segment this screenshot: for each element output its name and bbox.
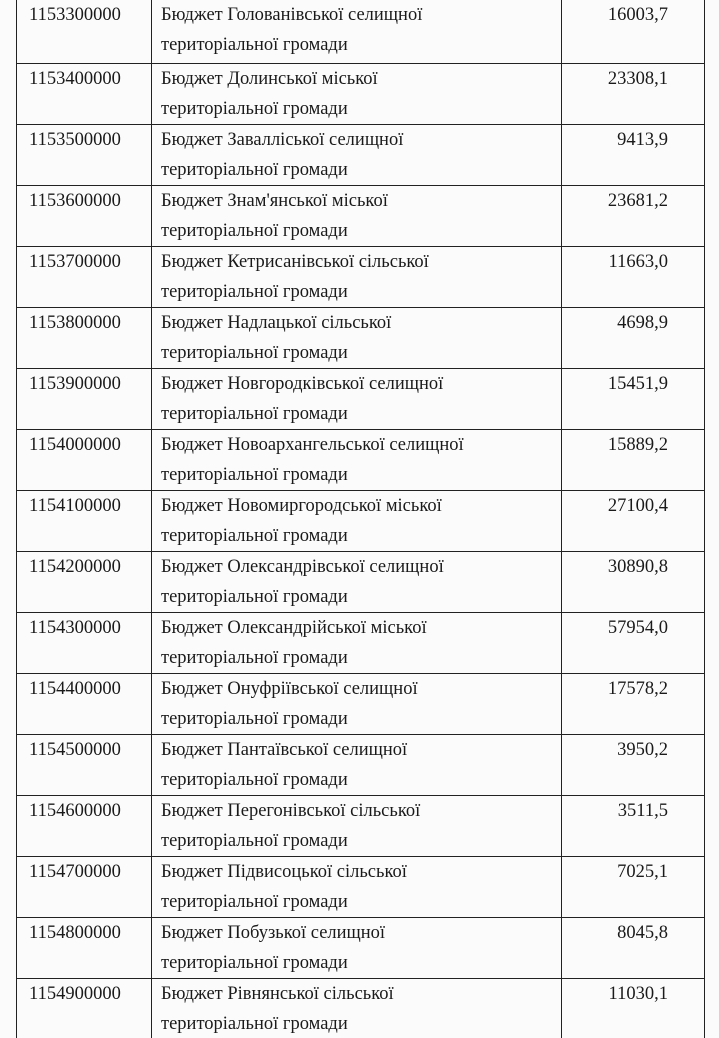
budget-name-line: територіальної громади [161, 281, 348, 302]
budget-amount-cell: 57954,0 [562, 612, 705, 673]
budget-name-line: Бюджет Знам'янської міської [161, 190, 388, 211]
table-row [17, 124, 705, 185]
table-row [17, 63, 705, 124]
budget-name-line: територіальної громади [161, 769, 348, 790]
budget-name-cell [152, 246, 562, 307]
budget-name-line: Бюджет Олександрівської селищної [161, 556, 444, 577]
table-row [17, 429, 705, 490]
table-row [17, 551, 705, 612]
table-row [17, 490, 705, 551]
budget-name-cell [152, 551, 562, 612]
budget-name-cell [152, 795, 562, 856]
budget-code-cell: 1153500000 [17, 124, 152, 185]
budget-name-cell [152, 978, 562, 1038]
budget-code-cell: 1154500000 [17, 734, 152, 795]
budget-amount-cell: 8045,8 [562, 917, 705, 978]
budget-name-line: Бюджет Рівнянської сільської [161, 983, 394, 1004]
budget-name-line: Бюджет Новомиргородської міської [161, 495, 442, 516]
budget-name-line: територіальної громади [161, 220, 348, 241]
budget-code-cell: 1153400000 [17, 63, 152, 124]
budget-name-cell [152, 734, 562, 795]
budget-amount-cell: 17578,2 [562, 673, 705, 734]
budget-name-line: територіальної громади [161, 98, 348, 119]
budget-name-cell [152, 490, 562, 551]
budget-amount-cell: 23681,2 [562, 185, 705, 246]
budget-amount-cell: 15889,2 [562, 429, 705, 490]
budget-code-cell: 1154000000 [17, 429, 152, 490]
budget-name-line: Бюджет Завалліської селищної [161, 129, 404, 150]
budget-name-cell [152, 0, 562, 63]
budget-name-line: Бюджет Голованівської селищної [161, 5, 423, 25]
table-row [17, 673, 705, 734]
budget-amount-cell: 7025,1 [562, 856, 705, 917]
budget-code-cell: 1154200000 [17, 551, 152, 612]
budget-name-cell [152, 917, 562, 978]
table-row [17, 795, 705, 856]
budget-code-cell: 1154700000 [17, 856, 152, 917]
budget-amount-cell: 11030,1 [562, 978, 705, 1038]
budget-name-cell [152, 612, 562, 673]
table-row [17, 246, 705, 307]
budget-code-cell: 1153900000 [17, 368, 152, 429]
budget-amount-cell: 9413,9 [562, 124, 705, 185]
budget-code-cell: 1154100000 [17, 490, 152, 551]
budget-code-cell: 1153300000 [17, 0, 152, 63]
budget-amount-cell: 15451,9 [562, 368, 705, 429]
budget-name-line: територіальної громади [161, 159, 348, 180]
budget-name-line: територіальної громади [161, 403, 348, 424]
budget-name-line: Бюджет Підвисоцької сільської [161, 861, 407, 882]
budget-name-line: територіальної громади [161, 830, 348, 851]
budget-code-cell: 1153700000 [17, 246, 152, 307]
budget-amount-cell: 23308,1 [562, 63, 705, 124]
budget-name-line: Бюджет Кетрисанівської сільської [161, 251, 429, 272]
budget-amount-cell: 30890,8 [562, 551, 705, 612]
table-row [17, 185, 705, 246]
budget-name-line: територіальної громади [161, 708, 348, 729]
budget-name-line: Бюджет Перегонівської сільської [161, 800, 421, 821]
budget-name-line: територіальної громади [161, 525, 348, 546]
budget-name-cell [152, 368, 562, 429]
budget-name-line: територіальної громади [161, 464, 348, 485]
budget-amount-cell: 3950,2 [562, 734, 705, 795]
budget-name-line: Бюджет Олександрійської міської [161, 617, 427, 638]
budget-table-body [17, 0, 705, 1038]
budget-code-cell: 1154800000 [17, 917, 152, 978]
budget-code-cell: 1153800000 [17, 307, 152, 368]
budget-name-line: Бюджет Новоархангельської селищної [161, 434, 464, 455]
budget-name-cell [152, 673, 562, 734]
table-row [17, 0, 705, 63]
budget-name-cell [152, 63, 562, 124]
budget-name-line: територіальної громади [161, 647, 348, 668]
table-row [17, 612, 705, 673]
budget-name-cell [152, 185, 562, 246]
budget-name-line: Бюджет Пантаївської селищної [161, 739, 408, 760]
budget-name-line: територіальної громади [161, 586, 348, 607]
budget-name-line: Бюджет Онуфріївської селищної [161, 678, 418, 699]
budget-code-cell: 1153600000 [17, 185, 152, 246]
budget-name-line: територіальної громади [161, 342, 348, 363]
table-row [17, 307, 705, 368]
budget-name-line: територіальної громади [161, 35, 348, 55]
budget-amount-cell: 3511,5 [562, 795, 705, 856]
budget-table [16, 0, 705, 1038]
budget-code-cell: 1154300000 [17, 612, 152, 673]
table-row [17, 856, 705, 917]
budget-code-cell: 1154900000 [17, 978, 152, 1038]
budget-code-cell: 1154400000 [17, 673, 152, 734]
budget-name-cell [152, 124, 562, 185]
table-row [17, 734, 705, 795]
budget-name-cell [152, 856, 562, 917]
budget-name-line: Бюджет Надлацької сільської [161, 312, 392, 333]
budget-code-cell: 1154600000 [17, 795, 152, 856]
budget-name-line: Бюджет Побузької селищної [161, 922, 386, 943]
budget-name-line: територіальної громади [161, 952, 348, 973]
table-row [17, 978, 705, 1038]
budget-name-line: Бюджет Новгородківської селищної [161, 373, 444, 394]
budget-name-cell [152, 307, 562, 368]
table-row [17, 917, 705, 978]
budget-name-line: територіальної громади [161, 891, 348, 912]
budget-amount-cell: 4698,9 [562, 307, 705, 368]
budget-name-line: територіальної громади [161, 1013, 348, 1034]
budget-name-line: Бюджет Долинської міської [161, 68, 378, 89]
budget-amount-cell: 27100,4 [562, 490, 705, 551]
table-row [17, 368, 705, 429]
budget-amount-cell: 11663,0 [562, 246, 705, 307]
budget-amount-cell: 16003,7 [562, 0, 705, 63]
budget-name-cell [152, 429, 562, 490]
